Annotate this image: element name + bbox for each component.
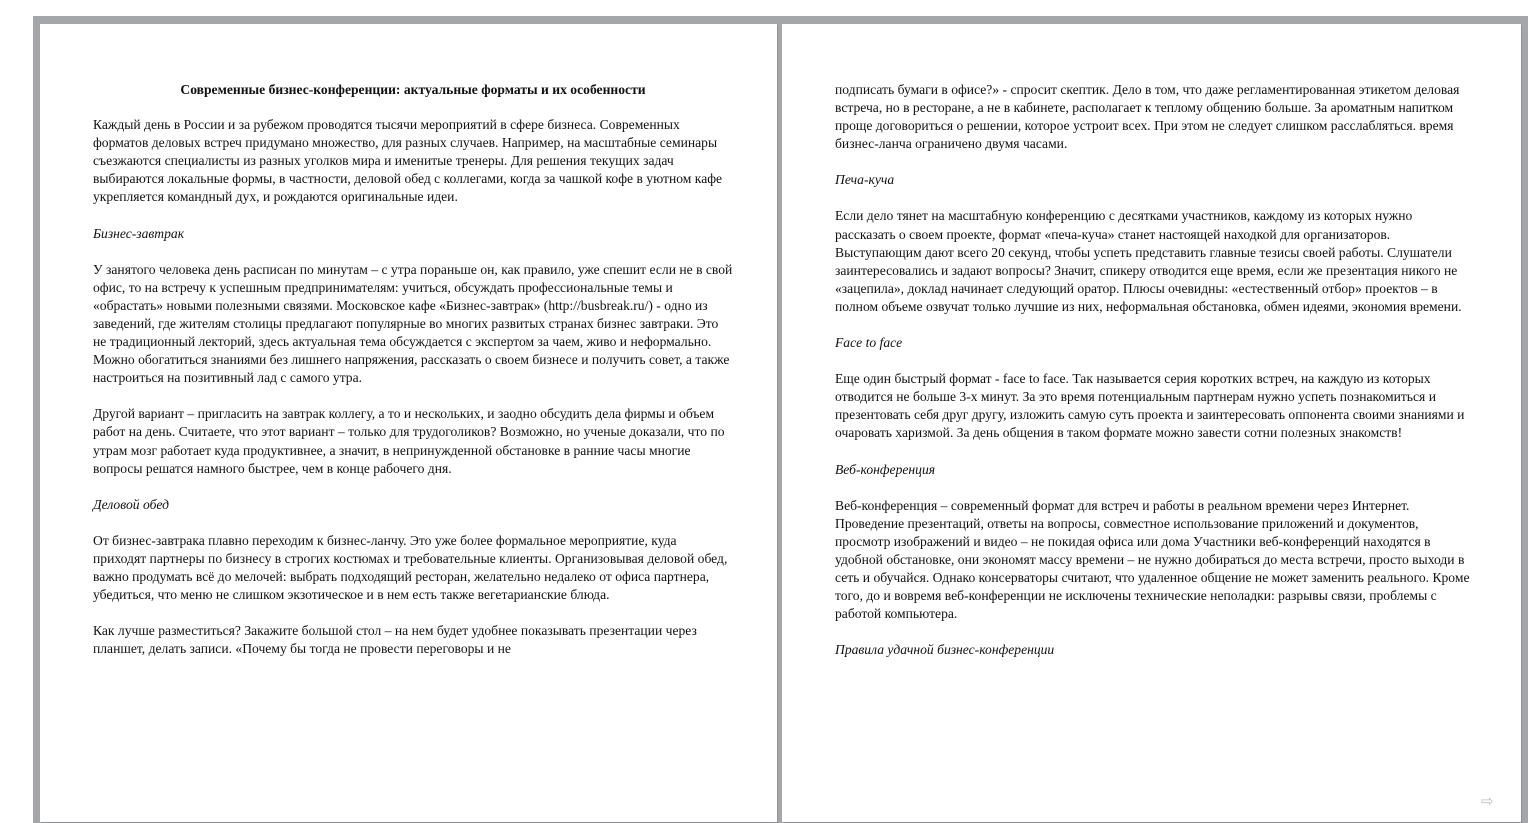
- section-heading: Правила удачной бизнес-конференции: [835, 642, 1055, 658]
- paragraph: Каждый день в России и за рубежом проводятся тысячи мероприятий в сфере бизнеса. Современных форматов деловых встреч придумано множество, для разных случаев. Например, на масштабные семинары съезжаются специалисты из разных уголков мира и именитые тренеры. Для решения текущих задач выбираются локальные формы, в частности, деловой обед с коллегами, когда за чашкой кофе в уютном кафе укрепляется командный дух, и рождаются оригинальные идеи.: [93, 117, 723, 205]
- paragraph: У занятого человека день расписан по минутам – с утра пораньше он, как правило, уже спешит если не в свой офис, то на встречу к успешным предпринимателям: учиться, обсуждать профессиональные темы и «обрастать» новыми полезными связями. Московское кафе «Бизнес-завтрак» (http://busbreak.ru/) - одно из заведений, где жителям столицы предлагают популярные во многих развитых странах бизнес завтраки. Это не традиционный лекторий, здесь актуальная тема обсуждается с экспертом за чаем, живо и неформально. Можно обогатиться знаниями без лишнего напряжения, рассказать о своем бизнесе и получить совет, а также настроиться на позитивный лад с самого утра.: [93, 261, 733, 386]
- paragraph: подписать бумаги в офисе?» - спросит скептик. Дело в том, что даже регламентированная этикетом деловая встреча, но в ресторане, а не в кабинете, располагает к теплому общению больше. За ароматным напитком проще договориться о решении, которое устроит всех. При этом не следует слишком расслабляться. время бизнес-ланча ограничено двумя часами.: [835, 82, 1460, 152]
- paragraph: Если дело тянет на масштабную конференцию с десятками участников, каждому из которых нужно рассказать о своем проекте, формат «печа-куча» станет настоящей находкой для организаторов. Выступающим дают всего 20 секунд, чтобы успеть представить главные тезисы своей работы. Слушатели заинтересовались и задают вопросы? Значит, спикеру отводится еще время, если же презентация никого не «зацепила», доклад начинает следующий оратор. Плюсы очевидны: «естественный отбор» проектов – в полном объеме озвучат только лучшие из них, неформальная обстановка, обмен идеями, экономия времени.: [835, 208, 1462, 314]
- paragraph: Еще один быстрый формат - face to face. Так называется серия коротких встреч, на каждую из которых отводится не больше 3-х минут. За это время потенциальным партнерам нужно успеть познакомиться и презентовать себя друг другу, изложить самую суть проекта и заинтересовать оппонента своими знаниями и очаровать харизмой. За день общения в таком формате можно завести сотни полезных знакомств!: [835, 371, 1465, 441]
- section-heading: Face to face: [835, 335, 903, 351]
- next-page-arrow-icon[interactable]: ⇨: [1481, 792, 1494, 810]
- page-right-blocks: [835, 81, 1475, 659]
- page-right-text-column[interactable]: [835, 81, 1475, 677]
- page-left-text-column[interactable]: [93, 81, 733, 676]
- section-heading: Бизнес-завтрак: [93, 225, 185, 241]
- document-title: Современные бизнес-конференции: актуальные форматы и их особенности: [180, 82, 646, 97]
- section-heading: Деловой обед: [93, 496, 169, 512]
- paragraph: От бизнес-завтрака плавно переходим к бизнес-ланчу. Это уже более формальное мероприятие, куда приходят партнеры по бизнесу в строгих костюмах и требовательные клиенты. Организовывая деловой обед, важно продумать всё до мелочей: выбрать подходящий ресторан, желательно недалеко от офиса партнера, убедиться, что меню не слишком экзотическое и в нем есть также вегетарианские блюда.: [93, 532, 728, 603]
- section-heading: Веб-конференция: [835, 461, 936, 477]
- document-page-right[interactable]: [782, 24, 1521, 822]
- paragraph: Веб-конференция – современный формат для встреч и работы в реальном времени через Интернет. Проведение презентаций, ответы на вопросы, совместное использование приложений и документов, просмотр изображений и видео – не покидая офиса или дома Участники веб-конференций находятся в удобной обстановке, они экономят массу времени – не нужно добираться до места встречи, просто выходи в сеть и обучайся. Однако консерваторы считают, что удаленное общение не может заменить реального. Кроме того, до и вовремя веб-конференции не исключены технические неполадки: разрывы связи, проблемы с работой компьютера.: [835, 497, 1470, 622]
- window-top-strip: [0, 0, 1528, 16]
- paragraph: Другой вариант – пригласить на завтрак коллегу, а то и нескольких, и заодно обсудить дела фирмы и объем работ на день. Считаете, что этот вариант – только для трудоголиков? Возможно, но ученые доказали, что по утрам мозг работает куда продуктивнее, а значит, в непринужденной обстановке в ранние часы многие вопросы решатся намного быстрее, чем в конце рабочего дня.: [93, 406, 725, 476]
- section-heading: Печа-куча: [835, 172, 895, 188]
- paragraph: Как лучше разместиться? Закажите большой стол – на нем будет удобнее показывать презентации через планшет, делать записи. «Почему бы тогда не провести переговоры и не: [93, 623, 697, 657]
- document-page-left[interactable]: [40, 24, 777, 822]
- page-left-blocks: [93, 116, 733, 658]
